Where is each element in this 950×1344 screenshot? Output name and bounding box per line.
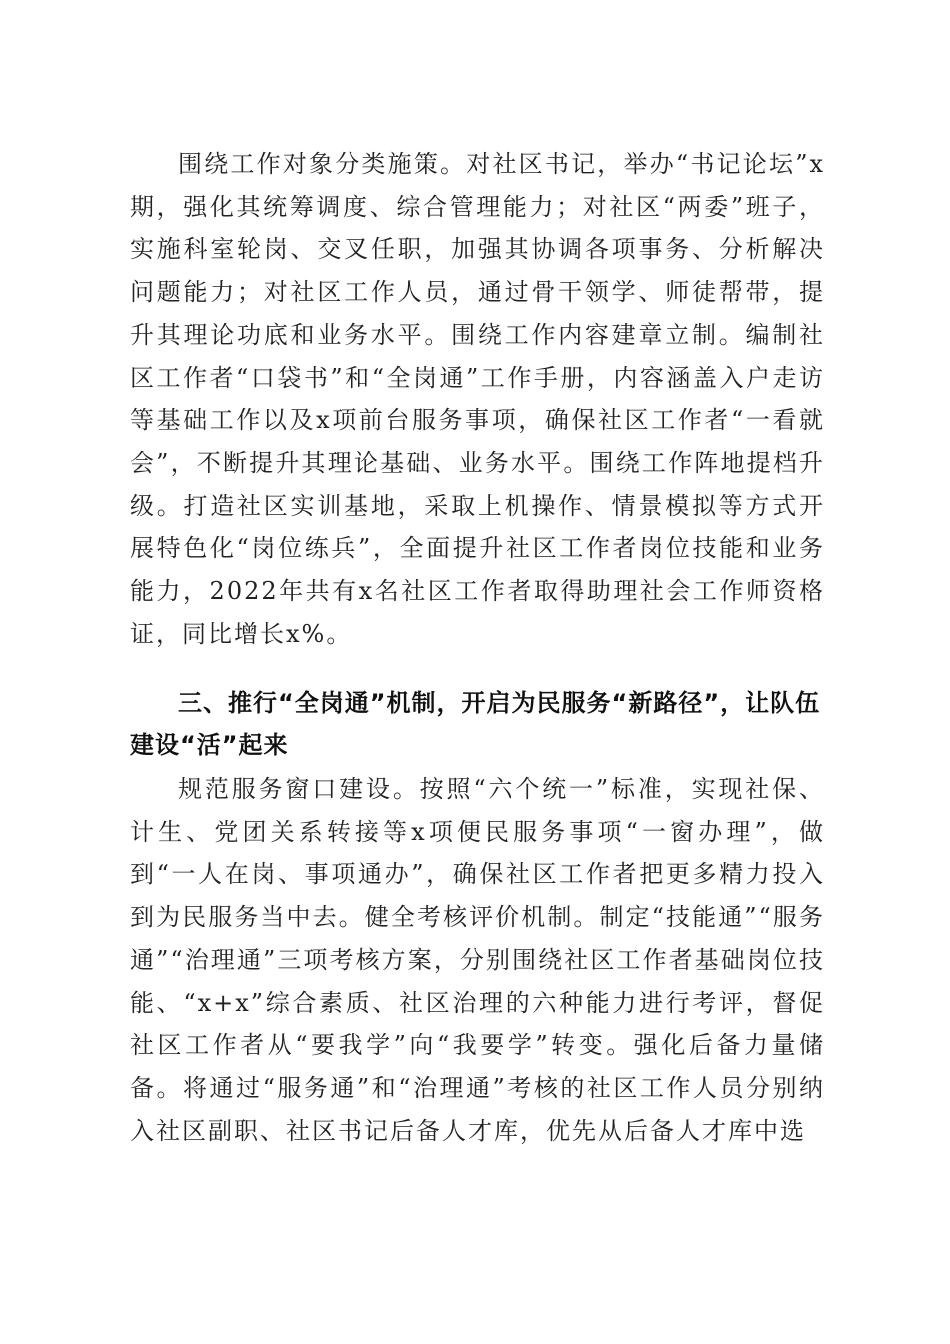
body-paragraph-2: 规范服务窗口建设。按照“六个统一”标准，实现社保、计生、党团关系转接等x项便民服务事项“一窗办理”，做到“一人在岗、事项通办”，确保社区工作者把更多精力投入到为民服务当中去。健全考核评价机制。制定“技能通”“服务通”“治理通”三项考核方案，分别围绕社区工作者基础岗位技能、“x+x”综合素质、社区治理的六种能力进行考评，督促社区工作者从“要我学”向“我要学”转变。强化后备力量储备。将通过“服务通”和“治理通”考核的社区工作人员分别纳入社区副职、社区书记后备人才库，优先从后备人才库中选 [130,775,825,1145]
body-paragraph-1: 围绕工作对象分类施策。对社区书记，举办“书记论坛”x期，强化其统筹调度、综合管理能力；对社区“两委”班子，实施科室轮岗、交叉任职，加强其协调各项事务、分析解决问题能力；对社区工作人员，通过骨干领学、师徒帮带，提升其理论功底和业务水平。围绕工作内容建章立制。编制社区工作者“口袋书”和“全岗通”工作手册，内容涵盖入户走访等基础工作以及x项前台服务事项，确保社区工作者“一看就会”，不断提升其理论基础、业务水平。围绕工作阵地提档升级。打造社区实训基地，采取上机操作、情景模拟等方式开展特色化“岗位练兵”，全面提升社区工作者岗位技能和业务能力，2022年共有x名社区工作者取得助理社会工作师资格证，同比增长x%。 [130,150,825,648]
section-heading-3: 三、推行“全岗通”机制，开启为民服务“新路径”，让队伍建设“活”起来 [130,689,821,759]
